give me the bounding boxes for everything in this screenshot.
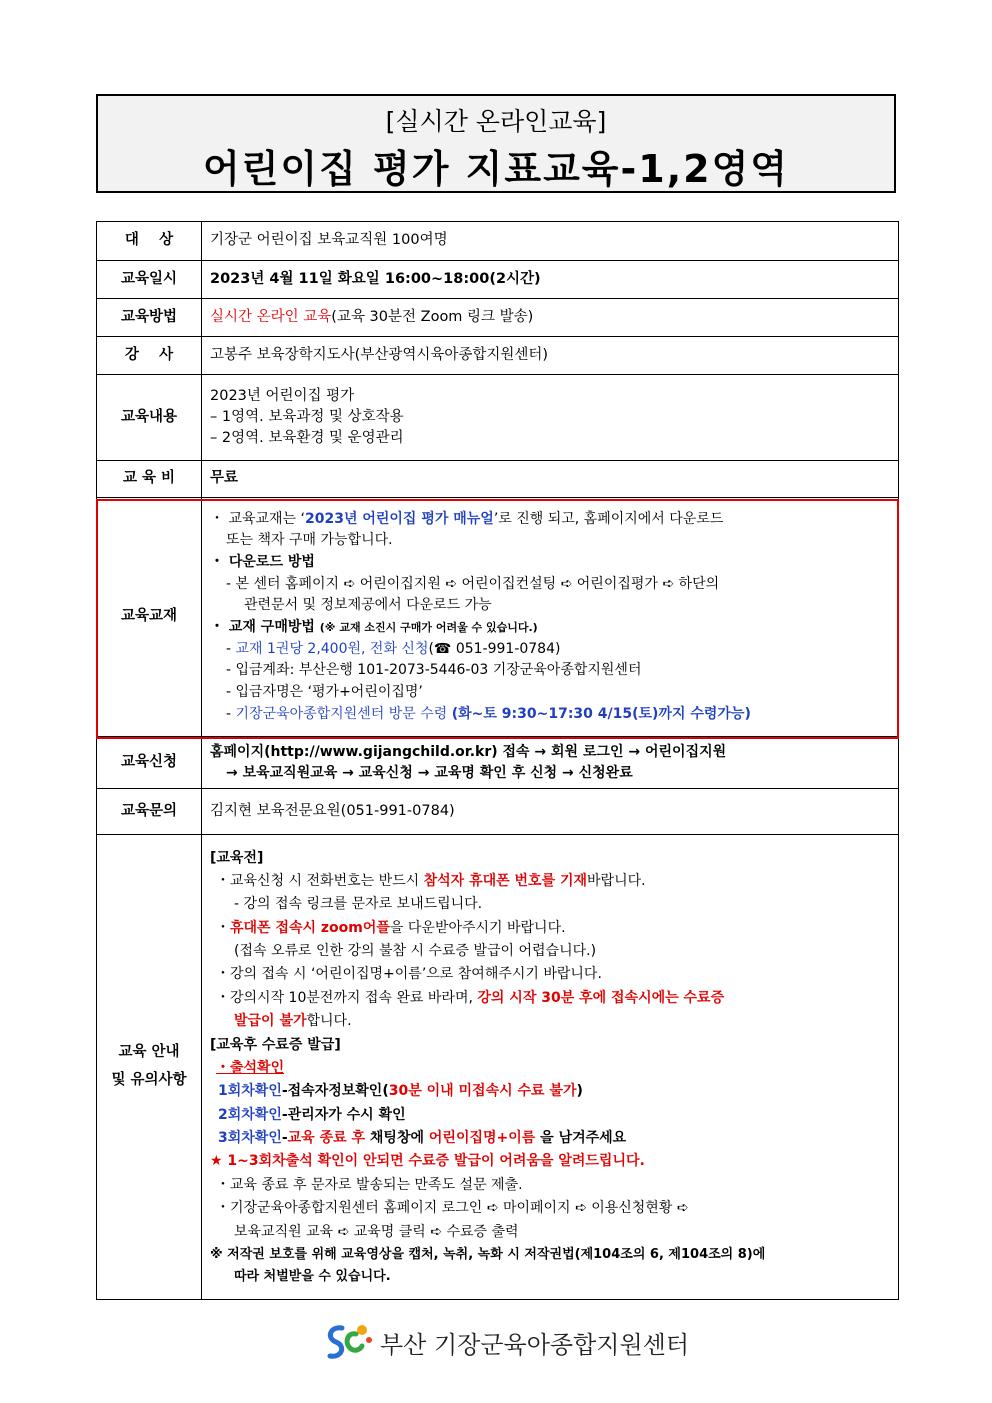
label-method: 교육방법 [97, 299, 202, 337]
value-fee: 무료 [202, 461, 899, 498]
notes-check-3: 3회차확인-교육 종료 후 채팅창에 어린이집명+이름 을 남겨주세요 [218, 1130, 627, 1147]
value-notes [202, 835, 899, 1300]
row-target [97, 222, 899, 261]
notes-line-survey: ・교육 종료 후 문자로 발송되는 만족도 설문 제출. [216, 1176, 523, 1193]
notes-warning: ★ 1~3회차출석 확인이 안되면 수료증 발급이 어려움을 알려드립니다. [210, 1153, 645, 1170]
material-line-1: ・ 교육교재는 ‘2023년 어린이집 평가 매뉴얼’로 진행 되고, 홈페이지에서 다운로드 [210, 510, 724, 527]
value-date: 2023년 4월 11일 화요일 16:00~18:00(2시간) [202, 261, 899, 299]
scc-logo-icon [322, 1320, 374, 1364]
notes-before-heading: [교육전] [210, 849, 264, 866]
label-material: 교육교재 [97, 498, 202, 737]
value-material [202, 498, 899, 737]
notes-copyright-1: ※ 저작권 보호를 위해 교육영상을 캡처, 녹취, 녹화 시 저작권법(제104조의 6, 제104조의 8)에 [210, 1246, 766, 1262]
notes-line-1: ・교육신청 시 전화번호는 반드시 참석자 휴대폰 번호를 기재바랍니다. [216, 872, 646, 889]
notes-line-2: - 강의 접속 링크를 문자로 보내드립니다. [234, 896, 483, 913]
value-inquiry: 김지현 보육전문요원(051-991-0784) [202, 789, 899, 835]
footer-org-name: 부산 기장군육아종합지원센터 [380, 1330, 690, 1359]
material-line-2: 또는 책자 구매 가능합니다. [226, 532, 393, 549]
label-content: 교육내용 [97, 375, 202, 461]
content-line: 2023년 어린이집 평가 [210, 387, 355, 404]
label-apply: 교육신청 [97, 737, 202, 789]
value-target: 기장군 어린이집 보육교직원 100여명 [202, 222, 899, 261]
info-table [96, 221, 899, 1300]
value-instructor: 고봉주 보육장학지도사(부산광역시육아종합지원센터) [202, 337, 899, 375]
notes-check-1: 1회차확인-접속자정보확인(30분 이내 미접속시 수료 불가) [218, 1083, 583, 1100]
value-apply [202, 737, 899, 789]
label-notes: 교육 안내 및 유의사항 [97, 835, 202, 1300]
content-line: – 1영역. 보육과정 및 상호작용 [210, 408, 404, 425]
material-line-9: - 입금자명은 ‘평가+어린이집명’ [226, 684, 423, 701]
apply-line-1: 홈페이지(http://www.gijangchild.or.kr) 접속 → 회원 로그인 → 어린이집지원 [210, 744, 727, 761]
material-line-8: - 입금계좌: 부산은행 101-2073-5446-03 기장군육아종합지원센터 [226, 662, 642, 679]
row-instructor [97, 337, 899, 375]
row-apply [97, 737, 899, 789]
notes-attendance: ・출석확인 [216, 1059, 285, 1076]
footer [322, 1320, 689, 1364]
title-subtitle: [실시간 온라인교육] [385, 107, 607, 136]
notes-line-3: ・휴대폰 접속시 zoom어플을 다운받아주시기 바랍니다. [216, 919, 566, 936]
label-target: 대 상 [97, 222, 202, 261]
method-highlight: 실시간 온라인 교육 [210, 308, 332, 325]
notes-after-heading: [교육후 수료증 발급] [210, 1036, 341, 1053]
material-line-3: ・ 다운로드 방법 [210, 553, 315, 570]
notes-line-4: (접속 오류로 인한 강의 불참 시 수료증 발급이 어렵습니다.) [234, 943, 597, 960]
label-fee: 교 육 비 [97, 461, 202, 498]
material-line-7: - 교재 1권당 2,400원, 전화 신청(☎ 051-991-0784) [226, 640, 561, 657]
notes-line-6: ・강의시작 10분전까지 접속 완료 바라며, 강의 시작 30분 후에 접속시에는 수료증 [216, 989, 725, 1006]
label-instructor: 강 사 [97, 337, 202, 375]
notes-line-7: 발급이 불가합니다. [234, 1013, 352, 1030]
material-line-5: 관련문서 및 정보제공에서 다운로드 가능 [244, 597, 492, 614]
content-line: – 2영역. 보육환경 및 운영관리 [210, 430, 404, 446]
value-content [202, 375, 899, 461]
row-material [97, 498, 899, 737]
notes-copyright-2: 따라 처벌받을 수 있습니다. [234, 1268, 391, 1284]
row-method [97, 299, 899, 337]
value-method [202, 299, 899, 337]
row-notes [97, 835, 899, 1300]
material-line-4: - 본 센터 홈페이지 ➪ 어린이집지원 ➪ 어린이집컨설팅 ➪ 어린이집평가 ➪ 하단의 [226, 575, 720, 592]
row-inquiry [97, 789, 899, 835]
label-date: 교육일시 [97, 261, 202, 299]
row-date [97, 261, 899, 299]
title-box [96, 94, 896, 193]
method-rest: (교육 30분전 Zoom 링크 발송) [331, 308, 534, 325]
apply-line-2: → 보육교직원교육 → 교육신청 → 교육명 확인 후 신청 → 신청완료 [226, 764, 633, 781]
notes-line-5: ・강의 접속 시 ‘어린이집명+이름’으로 참여해주시기 바랍니다. [216, 966, 602, 983]
notes-line-cert-2: 보육교직원 교육 ➪ 교육명 클릭 ➪ 수료증 출력 [234, 1223, 519, 1240]
material-line-6: ・ 교재 구매방법 (※ 교재 소진시 구매가 어려울 수 있습니다.) [210, 619, 538, 635]
notes-check-2: 2회차확인-관리자가 수시 확인 [218, 1106, 406, 1123]
page-title: 어린이집 평가 지표교육-1,2영역 [202, 147, 790, 191]
material-line-10: - 기장군육아종합지원센터 방문 수령 (화~토 9:30~17:30 4/15(토)까지 수령가능) [226, 705, 751, 722]
notes-line-cert-1: ・기장군육아종합지원센터 홈페이지 로그인 ➪ 마이페이지 ➪ 이용신청현황 ➪ [216, 1200, 689, 1217]
row-fee [97, 461, 899, 498]
label-inquiry: 교육문의 [97, 789, 202, 835]
row-content [97, 375, 899, 461]
